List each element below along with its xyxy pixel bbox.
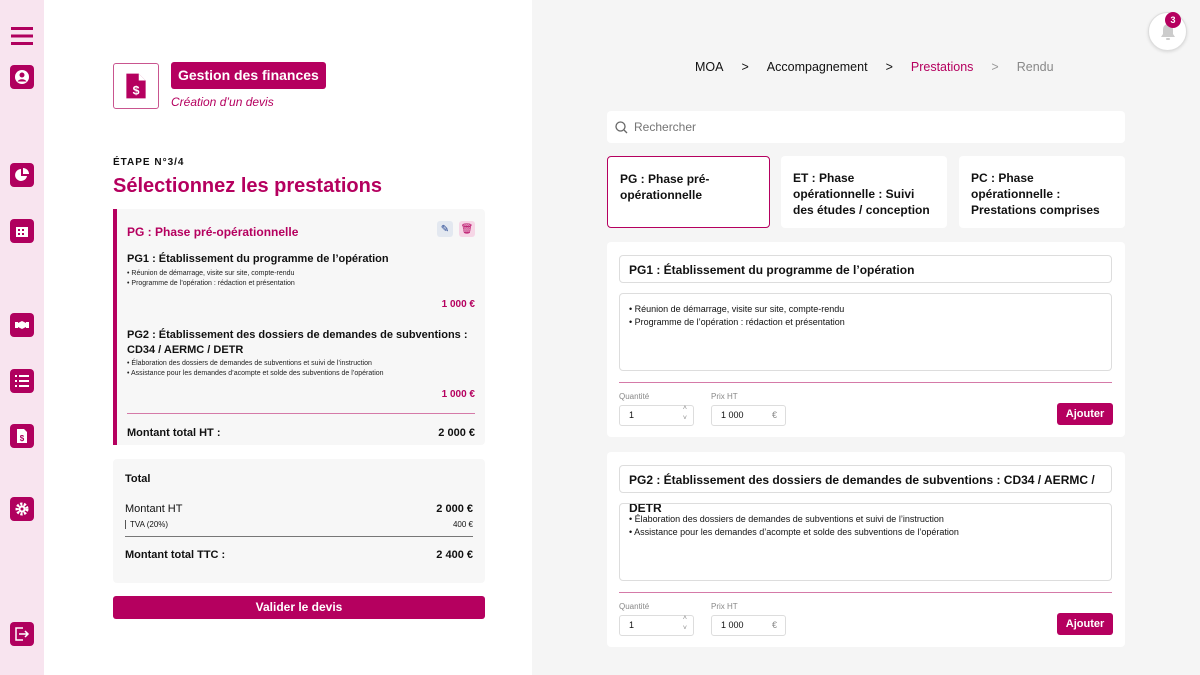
search-bar bbox=[607, 111, 1125, 143]
search-input[interactable] bbox=[634, 120, 1114, 134]
item-title: PG1 : Établissement du programme de l’opération bbox=[127, 253, 389, 265]
prestation-card bbox=[607, 242, 1125, 437]
handshake-icon[interactable] bbox=[10, 313, 34, 337]
sidebar bbox=[0, 0, 44, 675]
price-value: 1 000 bbox=[721, 620, 744, 630]
prestation-description-field[interactable] bbox=[619, 293, 1112, 371]
total-box bbox=[113, 459, 485, 583]
price-label: Prix HT bbox=[711, 392, 738, 401]
menu-icon[interactable] bbox=[11, 27, 33, 45]
module-title: Gestion des finances bbox=[171, 62, 326, 89]
gear-icon[interactable] bbox=[10, 497, 34, 521]
quantity-stepper[interactable] bbox=[619, 405, 694, 426]
tab-pg[interactable]: PG : Phase pré-opérationnelle bbox=[607, 156, 770, 228]
tva-label: TVA (20%) bbox=[125, 520, 168, 529]
breadcrumb-rendu[interactable]: Rendu bbox=[1016, 60, 1054, 74]
currency-symbol: € bbox=[771, 410, 777, 420]
chevron-right-icon: > bbox=[741, 60, 749, 74]
currency-symbol: € bbox=[771, 620, 777, 630]
validate-quote-button[interactable]: Valider le devis bbox=[113, 596, 485, 619]
svg-text:$: $ bbox=[132, 83, 140, 98]
breadcrumb-prestations[interactable]: Prestations bbox=[910, 60, 974, 74]
add-button[interactable]: Ajouter bbox=[1057, 613, 1113, 635]
quote-panel bbox=[44, 0, 532, 675]
tva-value: 400 € bbox=[452, 520, 473, 529]
prestation-title-field[interactable]: PG2 : Établissement des dossiers de demandes de subventions : CD34 / AERMC / DETR bbox=[619, 465, 1112, 493]
prestation-title-field[interactable]: PG1 : Établissement du programme de l’opération bbox=[619, 255, 1112, 283]
chevron-right-icon: > bbox=[991, 60, 999, 74]
prestation-card bbox=[607, 452, 1125, 647]
item-line: • Réunion de démarrage, visite sur site, compte-rendu bbox=[127, 270, 295, 277]
step-label: ÉTAPE N°3/4 bbox=[113, 157, 185, 168]
divider bbox=[125, 536, 473, 537]
description-line: • Programme de l’opération : rédaction et présentation bbox=[629, 317, 845, 327]
item-price: 1 000 € bbox=[441, 299, 475, 310]
ht-value: 2 000 € bbox=[436, 503, 473, 515]
price-field[interactable] bbox=[711, 615, 786, 636]
item-price: 1 000 € bbox=[441, 389, 475, 400]
tab-et[interactable]: ET : Phase opérationnelle : Suivi des études / conception bbox=[781, 156, 947, 228]
chevron-right-icon: > bbox=[885, 60, 893, 74]
total-ht-value: 2 000 € bbox=[438, 427, 475, 439]
breadcrumb-accompagnement[interactable]: Accompagnement bbox=[766, 60, 868, 74]
ttc-label: Montant total TTC : bbox=[125, 549, 226, 561]
tva-row bbox=[125, 520, 473, 529]
list-icon[interactable] bbox=[10, 369, 34, 393]
prestation-description-field[interactable] bbox=[619, 503, 1112, 581]
item-line: • Programme de l’opération : rédaction et présentation bbox=[127, 280, 295, 287]
add-button[interactable]: Ajouter bbox=[1057, 403, 1113, 425]
item-line: • Élaboration des dossiers de demandes de subventions et suivi de l’instruction bbox=[127, 360, 372, 367]
quantity-stepper[interactable] bbox=[619, 615, 694, 636]
stepper-arrows-icon[interactable]: ˄ ˅ bbox=[682, 615, 687, 632]
svg-text:$: $ bbox=[19, 434, 25, 443]
search-icon bbox=[615, 121, 628, 134]
logout-icon[interactable] bbox=[10, 622, 34, 646]
description-line: • Assistance pour les demandes d’acompte et solde des subventions de l’opération bbox=[629, 527, 959, 537]
phase-title: PG : Phase pré-opérationnelle bbox=[127, 225, 299, 239]
quantity-value: 1 bbox=[629, 620, 635, 630]
tab-pc[interactable]: PC : Phase opérationnelle : Prestations comprises bbox=[959, 156, 1125, 228]
trash-icon[interactable]: 🗑 bbox=[459, 221, 475, 237]
module-subtitle: Création d’un devis bbox=[171, 95, 274, 109]
building-icon[interactable] bbox=[10, 219, 34, 243]
invoice-logo-icon bbox=[113, 63, 159, 109]
total-ht-row bbox=[127, 427, 475, 439]
user-icon[interactable] bbox=[10, 65, 34, 89]
selected-phase-card bbox=[113, 209, 485, 445]
ttc-value: 2 400 € bbox=[436, 549, 473, 561]
description-line: • Élaboration des dossiers de demandes de subventions et suivi de l’instruction bbox=[629, 514, 944, 524]
breadcrumb bbox=[695, 60, 1054, 74]
divider bbox=[619, 382, 1112, 383]
quantity-label: Quantité bbox=[619, 392, 650, 401]
price-field[interactable] bbox=[711, 405, 786, 426]
edit-icon[interactable]: ✎ bbox=[437, 221, 453, 237]
stepper-arrows-icon[interactable]: ˄ ˅ bbox=[682, 405, 687, 422]
divider bbox=[127, 413, 475, 414]
breadcrumb-moa[interactable]: MOA bbox=[695, 60, 724, 74]
notification-count-badge: 3 bbox=[1165, 12, 1181, 28]
item-title: PG2 : Établissement des dossiers de demandes de subventions : CD34 / AERMC / DETR bbox=[127, 329, 468, 356]
total-title: Total bbox=[125, 473, 151, 485]
price-value: 1 000 bbox=[721, 410, 744, 420]
ht-row bbox=[125, 503, 473, 515]
page-title: Sélectionnez les prestations bbox=[113, 175, 382, 197]
price-label: Prix HT bbox=[711, 602, 738, 611]
quantity-value: 1 bbox=[629, 410, 635, 420]
total-ht-label: Montant total HT : bbox=[127, 427, 221, 439]
ttc-row bbox=[125, 549, 473, 561]
item-line: • Assistance pour les demandes d’acompte et solde des subventions de l’opération bbox=[127, 370, 384, 377]
divider bbox=[619, 592, 1112, 593]
chart-pie-icon[interactable] bbox=[10, 163, 34, 187]
description-line: • Réunion de démarrage, visite sur site, compte-rendu bbox=[629, 304, 845, 314]
invoice-icon[interactable] bbox=[10, 424, 34, 448]
ht-label: Montant HT bbox=[125, 503, 183, 515]
quantity-label: Quantité bbox=[619, 602, 650, 611]
